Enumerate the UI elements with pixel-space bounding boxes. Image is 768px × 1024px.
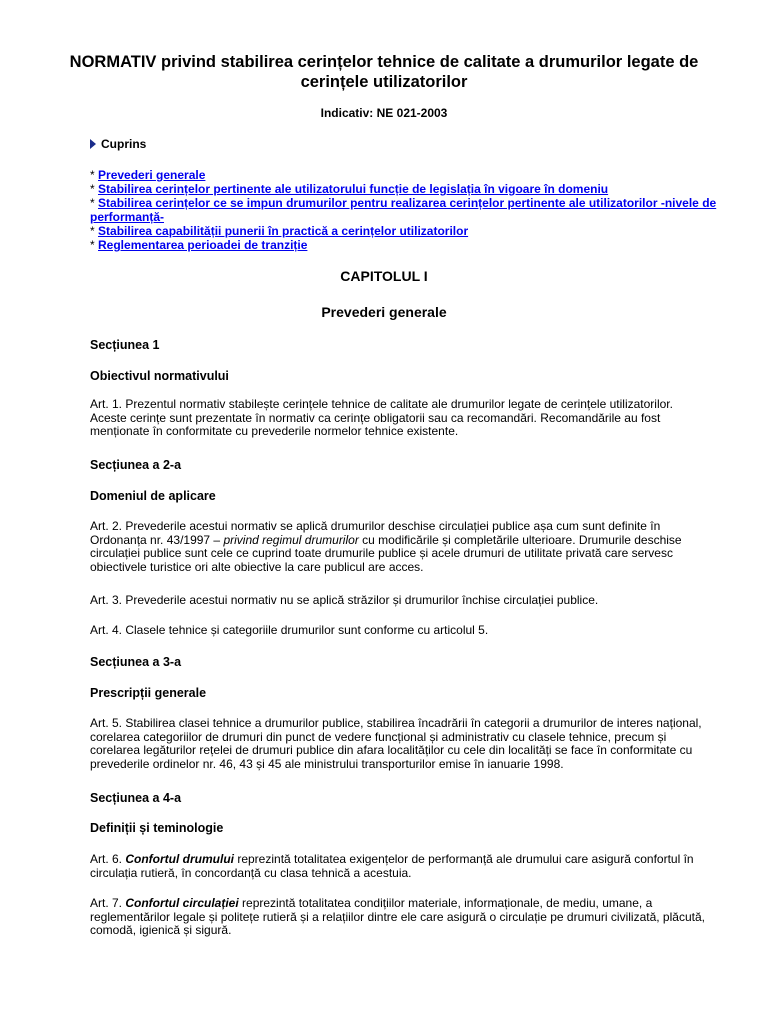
section-3-label: Secțiunea a 3-a <box>90 655 182 669</box>
section-1-label: Secțiunea 1 <box>90 338 160 352</box>
article-2-text-end: cu modificările și completările ulterioare. Drumurile deschise circulației publice sunt cele ce cuprind toate drumurile publice și acele drumuri de utilitate privată care servesc obiectivele turistice ori alte obiective la care publicul are acces. <box>90 532 682 574</box>
chapter-title: Prevederi generale <box>321 304 447 320</box>
toc-link-nivele-performanta[interactable]: Stabilirea cerințelor ce se impun drumurilor pentru realizarea cerințelor pertinente ale utilizatorilor -nivele de performanță- <box>90 196 717 224</box>
toc-bullet: * <box>90 182 99 196</box>
article-6 <box>90 853 710 880</box>
triangle-right-icon <box>90 139 96 149</box>
toc-bullet: * <box>90 168 99 182</box>
toc-link-capabilitate[interactable]: Stabilirea capabilității punerii în practică a cerințelor utilizatorilor <box>98 224 469 238</box>
article-1: Art. 1. Prezentul normativ stabilește cerințele tehnice de calitate ale drumurilor legate de cerințele utilizatorilor. Aceste cerințe sunt prezentate în normativ ca cerințe obligatorii sau ca recomandări. Recomandările au fost menționate în conformitate cu prevederile normelor tehnice existente. <box>90 397 673 439</box>
article-7 <box>90 897 710 938</box>
article-3: Art. 3. Prevederile acestui normativ nu se aplică străzilor și drumurilor închise circulației publice. <box>90 593 599 607</box>
section-2-label: Secțiunea a 2-a <box>90 458 182 472</box>
article-6-prefix: Art. 6. <box>90 852 126 866</box>
toc-item <box>90 182 730 196</box>
article-2-italic: privind regimul drumurilor <box>223 532 359 547</box>
article-7-term: Confortul circulației <box>125 896 239 910</box>
toc-item <box>90 224 730 238</box>
toc-bullet: * <box>90 238 99 252</box>
cuprins-toggle[interactable] <box>90 137 146 151</box>
document-title: NORMATIV privind stabilirea cerințelor tehnice de calitate a drumurilor legate de cerințele utilizatorilor <box>69 53 699 91</box>
section-1-title: Obiectivul normativului <box>90 369 229 383</box>
toc-item <box>90 168 730 182</box>
article-7-prefix: Art. 7. <box>90 896 126 910</box>
section-4-label: Secțiunea a 4-a <box>90 791 182 805</box>
toc-bullet: * <box>90 224 99 238</box>
section-3-title: Prescripții generale <box>90 686 207 700</box>
article-7-text: reprezintă totalitatea condițiilor materiale, informaționale, de mediu, umane, a reglementărilor legale și politețe rutieră și a relațiilor dintre ele care asigură o circulație pe drumuri civilizată, plăcută, comodă, igienică și sigură. <box>90 896 705 938</box>
indicativ: Indicativ: NE 021-2003 <box>320 106 448 120</box>
article-2 <box>90 520 710 574</box>
section-4-title: Definiții și teminologie <box>90 821 224 835</box>
toc-link-prevederi-generale[interactable]: Prevederi generale <box>98 168 206 182</box>
section-2-title: Domeniul de aplicare <box>90 489 216 503</box>
article-6-text: reprezintă totalitatea exigențelor de performanță ale drumului care asigură confortul în circulația rutieră, în concordanță cu clasa tehnică a acestuia. <box>90 852 694 880</box>
table-of-contents <box>90 168 730 252</box>
article-2-text: Art. 2. Prevederile acestui normativ se aplică drumurilor deschise circulației publice așa cum sunt definite în Ordonanța nr. 43/1997 – <box>90 519 661 547</box>
toc-link-perioada-tranzitie[interactable]: Reglementarea perioadei de tranziție <box>98 238 308 252</box>
toc-bullet: * <box>90 196 99 210</box>
toc-item <box>90 196 730 224</box>
toc-link-cerinte-utilizator[interactable]: Stabilirea cerințelor pertinente ale utilizatorului funcție de legislația în vigoare în domeniu <box>98 182 609 196</box>
chapter-number: CAPITOLUL I <box>340 268 428 284</box>
article-5: Art. 5. Stabilirea clasei tehnice a drumurilor publice, stabilirea încadrării în categorii a drumurilor de interes național, corelarea categoriilor de drumuri din punct de vedere funcțional și administrativ cu clasele tehnice, precum și corelarea legăturilor rețelei de drumuri publice din afara localităților cu cele din localități se face în conformitate cu prevederile ordinelor nr. 46, 43 și 45 ale ministrului transporturilor emise în ianuarie 1998. <box>90 716 702 771</box>
article-6-term: Confortul drumului <box>125 852 234 866</box>
article-4: Art. 4. Clasele tehnice și categoriile drumurilor sunt conforme cu articolul 5. <box>90 623 489 637</box>
cuprins-label: Cuprins <box>101 137 147 151</box>
toc-item <box>90 238 730 252</box>
